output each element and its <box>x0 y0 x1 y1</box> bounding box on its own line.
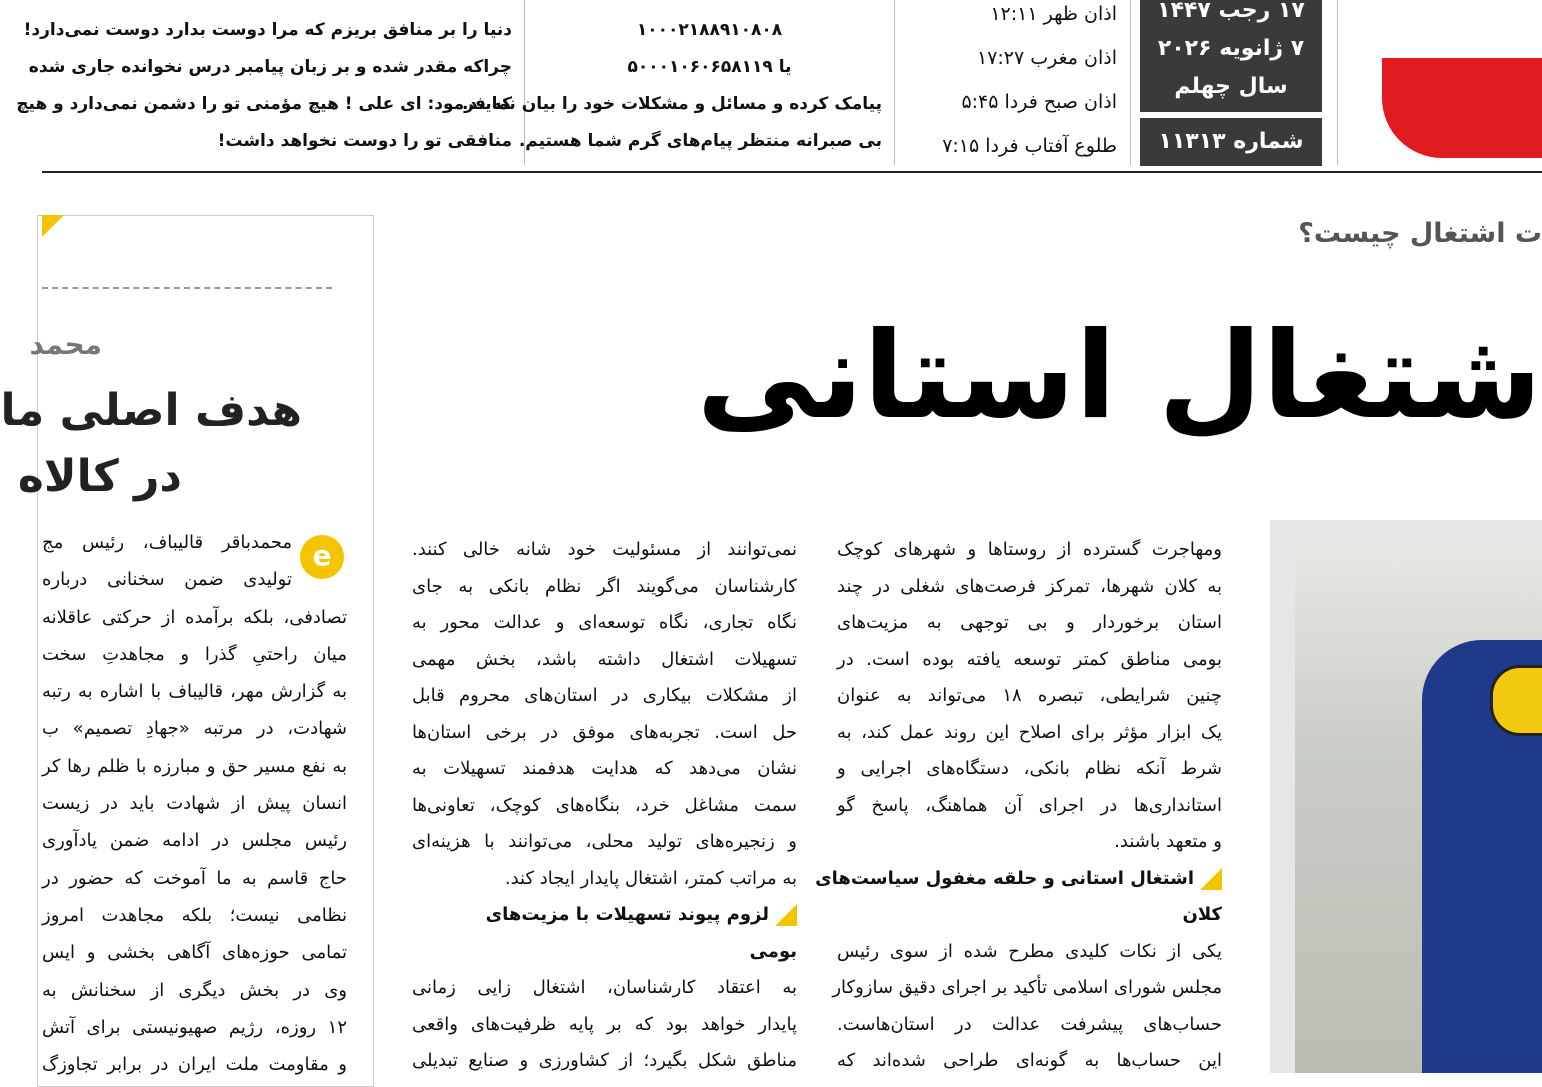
subheading-text: لزوم پیوند تسهیلات با مزیت‌های <box>485 904 769 925</box>
body-line: تولیدی ضمن سخنانی درباره <box>42 569 292 591</box>
date-box <box>1140 0 1322 112</box>
body-line: نظامی نیست؛ بلکه مجاهدت امروز <box>42 904 347 926</box>
body-line: به اعتقاد کارشناسان، اشتغال زایی زمانی <box>412 977 797 998</box>
body-line: نگاه تجاری، نگاه توسعه‌ای و عدالت محور به <box>412 612 797 633</box>
hadith-line: که فرمود: ای علی ! هیچ مؤمنی تو را دشمن نمی‌دارد و هیچ <box>16 94 512 114</box>
publication-year: سال چهلم <box>1174 74 1288 99</box>
body-line: چنین شرایطی، تبصره ۱۸ می‌تواند به عنوان <box>837 685 1222 706</box>
body-line: نمی‌توانند از مسئولیت خود شانه خالی کنند. <box>412 539 797 560</box>
body-line: و مقاومت ملت ایران در برابر تجاوزگ <box>42 1054 347 1076</box>
sidebar-author: محمد <box>29 328 102 361</box>
body-line: شرط آنکه نظام بانکی، دستگاه‌های اجرایی و <box>837 758 1222 779</box>
body-line: و زنجیره‌های تولید محلی، می‌توانند با هزینه‌ای <box>412 831 797 852</box>
body-line: انسان پیش از شهادت باید در زیست <box>42 793 347 815</box>
body-line: به مراتب کمتر، اشتغال پایدار ایجاد کند. <box>504 867 797 889</box>
body-line: مناطق شکل بگیرد؛ از کشاورزی و صنایع تبدیلی <box>412 1050 797 1071</box>
sidebar-headline-line: در کالاه <box>17 451 182 502</box>
body-line: وی در بخش دیگری از سخنانش به <box>42 979 347 1001</box>
body-line: نشان می‌دهد که هدایت هدفمند تسهیلات به <box>412 758 797 779</box>
body-line: بومی مناطق کمتر توسعه یافته بوده است. در <box>837 648 1222 670</box>
corner-accent-icon <box>42 215 64 237</box>
gregorian-date: ۷ ژانویه ۲۰۲۶ <box>1157 36 1305 61</box>
sms-instructions: پیامک کرده و مسائل و مشکلات خود را بیان نمایند. <box>462 94 882 114</box>
body-line: حل است. تجربه‌های موفق در برخی استان‌ها <box>412 721 797 743</box>
body-line: حاج قاسم به ما آموخت که حضور در <box>42 867 347 889</box>
sidebar-headline <box>0 378 302 510</box>
body-line: یک ابزار مؤثر برای اصلاح این روند عمل کند، به <box>837 721 1222 743</box>
newspaper-logo <box>1382 58 1542 158</box>
body-line: حساب‌های پیشرفت عدالت در استان‌هاست. <box>837 1013 1222 1035</box>
sms-number-alt: یا ۵۰۰۰۱۰۶۰۶۵۸۱۱۹ <box>627 57 792 77</box>
body-line: شهادت، در مرتبه «جهادِ تصمیم» ب <box>42 718 347 740</box>
hadith-quote <box>16 0 512 160</box>
prayer-times <box>907 0 1117 168</box>
body-line: ۱۲ روزه، رژیم صهیونیستی برای آتش <box>42 1016 347 1038</box>
body-line: رئیس مجلس در ادامه ضمن یادآوری <box>42 830 347 852</box>
sms-closing: بی صبرانه منتظر پیام‌های گرم شما هستیم. <box>518 131 882 151</box>
body-line: و متعهد باشند. <box>1114 831 1222 852</box>
subheading-marker-icon <box>775 904 797 926</box>
sunrise-time: طلوع آفتاب فردا ۷:۱۵ <box>942 135 1117 157</box>
body-line: به نفع مسیر حق و مبارزه با ظلم رها کر <box>42 755 347 777</box>
hijri-date: ۱۷ رجب ۱۴۴۷ <box>1157 0 1305 23</box>
column-divider <box>894 0 895 165</box>
body-line: از مشکلات بیکاری در استان‌های محروم قابل <box>412 685 797 706</box>
sidebar-body <box>42 524 347 1083</box>
body-line: استانداری‌ها در اجرای آن هماهنگ، پاسخ گو <box>837 794 1222 816</box>
subheading-cont: کلان <box>1182 904 1222 925</box>
prayer-time-maghrib: اذان مغرب ۱۷:۲۷ <box>977 47 1117 69</box>
subheading-marker-icon <box>1200 868 1222 890</box>
article-headline: شتغال استانی <box>696 307 1542 446</box>
subheading <box>412 897 797 934</box>
body-line: مجلس شورای اسلامی تأکید بر اجرای دقیق سازوکار <box>832 977 1222 998</box>
body-line: به کلان شهرها، تمرکز فرصت‌های شغلی در چند <box>837 575 1222 597</box>
body-line: تصادفی، بلکه برآمده از حرکتی عاقلانه <box>42 606 347 628</box>
sms-number: ۱۰۰۰۲۱۸۸۹۱۰۸۰۸ <box>636 20 783 40</box>
body-line: محمدباقر قالیباف، رئیس مج <box>42 532 292 553</box>
dashed-divider <box>42 287 332 289</box>
body-line: استان برخوردار و بی توجهی به مزیت‌های <box>837 612 1222 633</box>
column-divider <box>1337 0 1338 165</box>
article-column-1 <box>815 532 1222 1080</box>
body-line: یکی از نکات کلیدی مطرح شده از سوی رئیس <box>837 940 1222 962</box>
body-line: ومهاجرت گسترده از روستاها و شهرهای کوچک <box>837 539 1222 560</box>
ear-protector <box>1490 665 1542 736</box>
body-line: این حساب‌ها به گونه‌ای طراحی شده‌اند که <box>837 1050 1222 1071</box>
column-divider <box>1130 0 1131 165</box>
issue-number: شماره ۱۱۳۱۳ <box>1140 118 1322 166</box>
body-line: سمت مشاغل خرد، بنگاه‌های کوچک، تعاونی‌ها <box>412 794 797 816</box>
body-line: میان راحتیِ گذرا و مجاهدتِ سخت <box>42 643 347 665</box>
body-line: به گزارش مهر، قالیباف با اشاره به رتبه <box>42 681 347 703</box>
body-line: کارشناسان می‌گویند اگر نظام بانکی به جای <box>412 575 797 597</box>
prayer-time-fajr: اذان صبح فردا ۵:۴۵ <box>961 91 1117 113</box>
article-column-2 <box>412 532 797 1080</box>
body-line: تمامی حوزه‌های آگاهی بخشی و ایس <box>42 942 347 964</box>
article-kicker: ت اشتغال چیست؟ <box>1298 218 1542 249</box>
news-agency-icon: e <box>300 535 344 579</box>
subheading-cont: بومی <box>749 940 797 962</box>
sidebar-headline-line: هدف اصلی ما <box>0 385 302 436</box>
subheading <box>815 861 1222 898</box>
hadith-line: منافقی تو را دوست نخواهد داشت! <box>217 131 512 151</box>
header-rule <box>42 171 1542 173</box>
prayer-time-dhuhr: اذان ظهر ۱۲:۱۱ <box>990 3 1117 25</box>
hadith-line: دنیا را بر منافق بریزم که مرا دوست بدارد دوست نمی‌دارد! <box>23 20 512 40</box>
body-line: پایدار خواهد بود که بر پایه ظرفیت‌های واقعی <box>412 1013 797 1035</box>
subheading-text: اشتغال استانی و حلقه مغفول سیاست‌های <box>815 867 1194 889</box>
body-line: تسهیلات اشتغال داشته باشد، بخش مهمی <box>412 648 797 670</box>
hadith-line: چراکه مقدر شده و بر زبان پیامبر درس نخوانده جاری شده <box>28 57 512 77</box>
sms-contact <box>462 0 882 160</box>
